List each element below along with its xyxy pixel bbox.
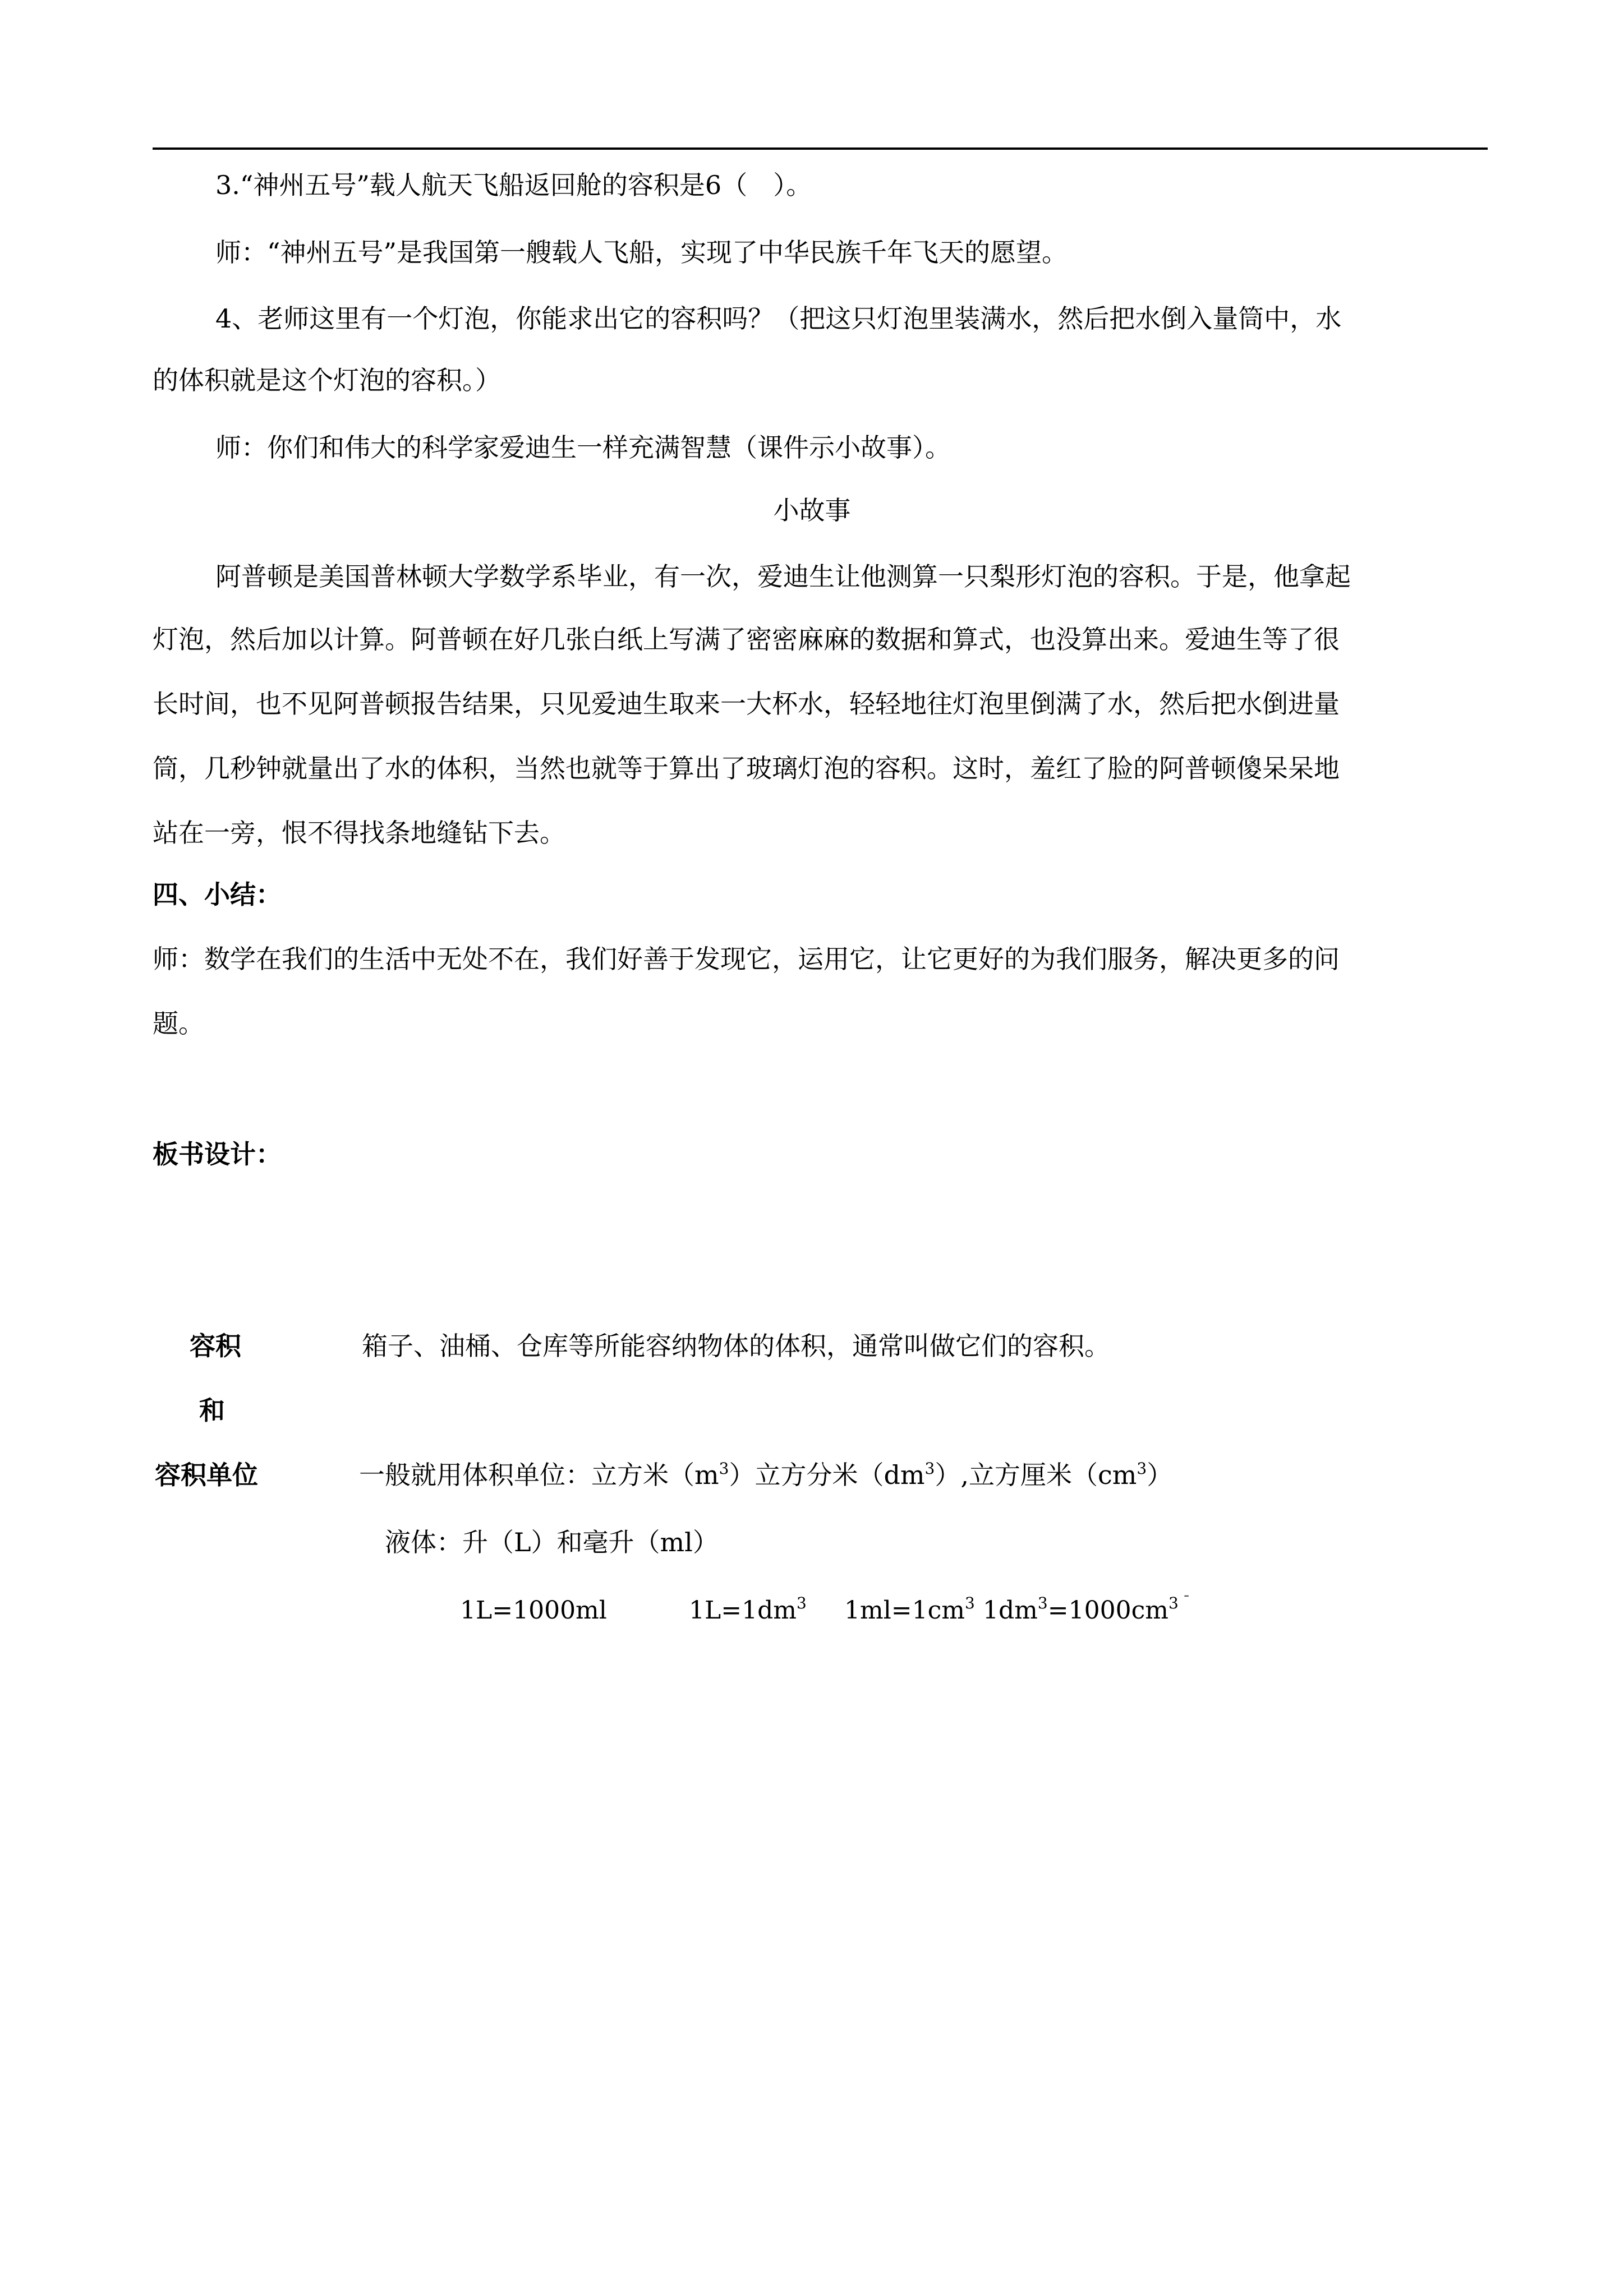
formula-ml-cm3 <box>844 1594 975 1628</box>
board-label-and: 和 <box>199 1395 225 1426</box>
story-line: 站在一旁，恨不得找条地缝钻下去。 <box>153 818 565 848</box>
volume-units-part: 一般就用体积单位：立方米（m <box>359 1460 719 1490</box>
story-line: 长时间，也不见阿普顿报告结果，只见爱迪生取来一大杯水，轻轻地往灯泡里倒满了水，然后把水倒进量 <box>153 689 1340 719</box>
superscript: 3 <box>796 1594 807 1612</box>
volume-units-part: ）,立方厘米（cm <box>935 1460 1137 1490</box>
question-3: 3.“神州五号”载人航天飞船返回舱的容积是6（ ）。 <box>215 170 812 200</box>
teacher-edison-remark: 师：你们和伟大的科学家爱迪生一样充满智慧（课件示小故事）。 <box>215 432 951 463</box>
board-label-capacity: 容积 <box>190 1331 241 1361</box>
formula-text: 1dm <box>983 1596 1038 1625</box>
volume-units-part: ） <box>1147 1460 1173 1490</box>
summary-line: 师：数学在我们的生活中无处不在，我们好善于发现它，运用它，让它更好的为我们服务，解决更多的问 <box>153 944 1340 974</box>
teacher-shenzhou-remark: 师：“神州五号”是我国第一艘载人飞船，实现了中华民族千年飞天的愿望。 <box>215 237 1068 268</box>
superscript: 3 <box>1137 1459 1147 1478</box>
story-line: 灯泡，然后加以计算。阿普顿在好几张白纸上写满了密密麻麻的数据和算式，也没算出来。爱迪生等了很 <box>153 624 1340 654</box>
superscript: 3 <box>965 1594 975 1612</box>
volume-units-line <box>359 1458 1172 1492</box>
story-line: 阿普顿是美国普林顿大学数学系毕业，有一次，爱迪生让他测算一只梨形灯泡的容积。于是，他拿起 <box>215 561 1351 592</box>
formula-text: =1000cm <box>1047 1596 1168 1625</box>
story-title: 小故事 <box>773 495 851 525</box>
board-label-capacity-units: 容积单位 <box>155 1460 258 1490</box>
superscript: 3 <box>1168 1594 1179 1612</box>
board-design-heading: 板书设计： <box>153 1139 282 1169</box>
superscript: 3 <box>719 1459 729 1478</box>
volume-units-part: ）立方分米（dm <box>729 1460 925 1490</box>
formula-text: 1ml=1cm <box>844 1596 965 1625</box>
summary-line: 题。 <box>153 1008 204 1039</box>
question-4-line2: 的体积就是这个灯泡的容积。） <box>153 365 501 395</box>
superscript: 3 <box>1037 1594 1048 1612</box>
story-line: 筒，几秒钟就量出了水的体积，当然也就等于算出了玻璃灯泡的容积。这时，羞红了脸的阿普顿傻呆呆地 <box>153 753 1340 783</box>
stray-mark: - <box>1184 1585 1190 1605</box>
liquid-units-line: 液体：升（L）和毫升（ml） <box>385 1527 719 1557</box>
superscript: 3 <box>924 1459 935 1478</box>
header-rule <box>153 147 1488 150</box>
question-4-line1: 4、老师这里有一个灯泡，你能求出它的容积吗？（把这只灯泡里装满水，然后把水倒入量筒中，水 <box>215 303 1342 334</box>
summary-heading: 四、小结： <box>153 879 282 910</box>
capacity-definition: 箱子、油桶、仓库等所能容纳物体的体积，通常叫做它们的容积。 <box>362 1331 1110 1361</box>
formula-text: 1L=1dm <box>689 1596 797 1625</box>
formula-dm3-cm3 <box>983 1594 1179 1628</box>
formula-l-ml: 1L=1000ml <box>460 1596 607 1625</box>
formula-l-dm3 <box>689 1594 807 1628</box>
